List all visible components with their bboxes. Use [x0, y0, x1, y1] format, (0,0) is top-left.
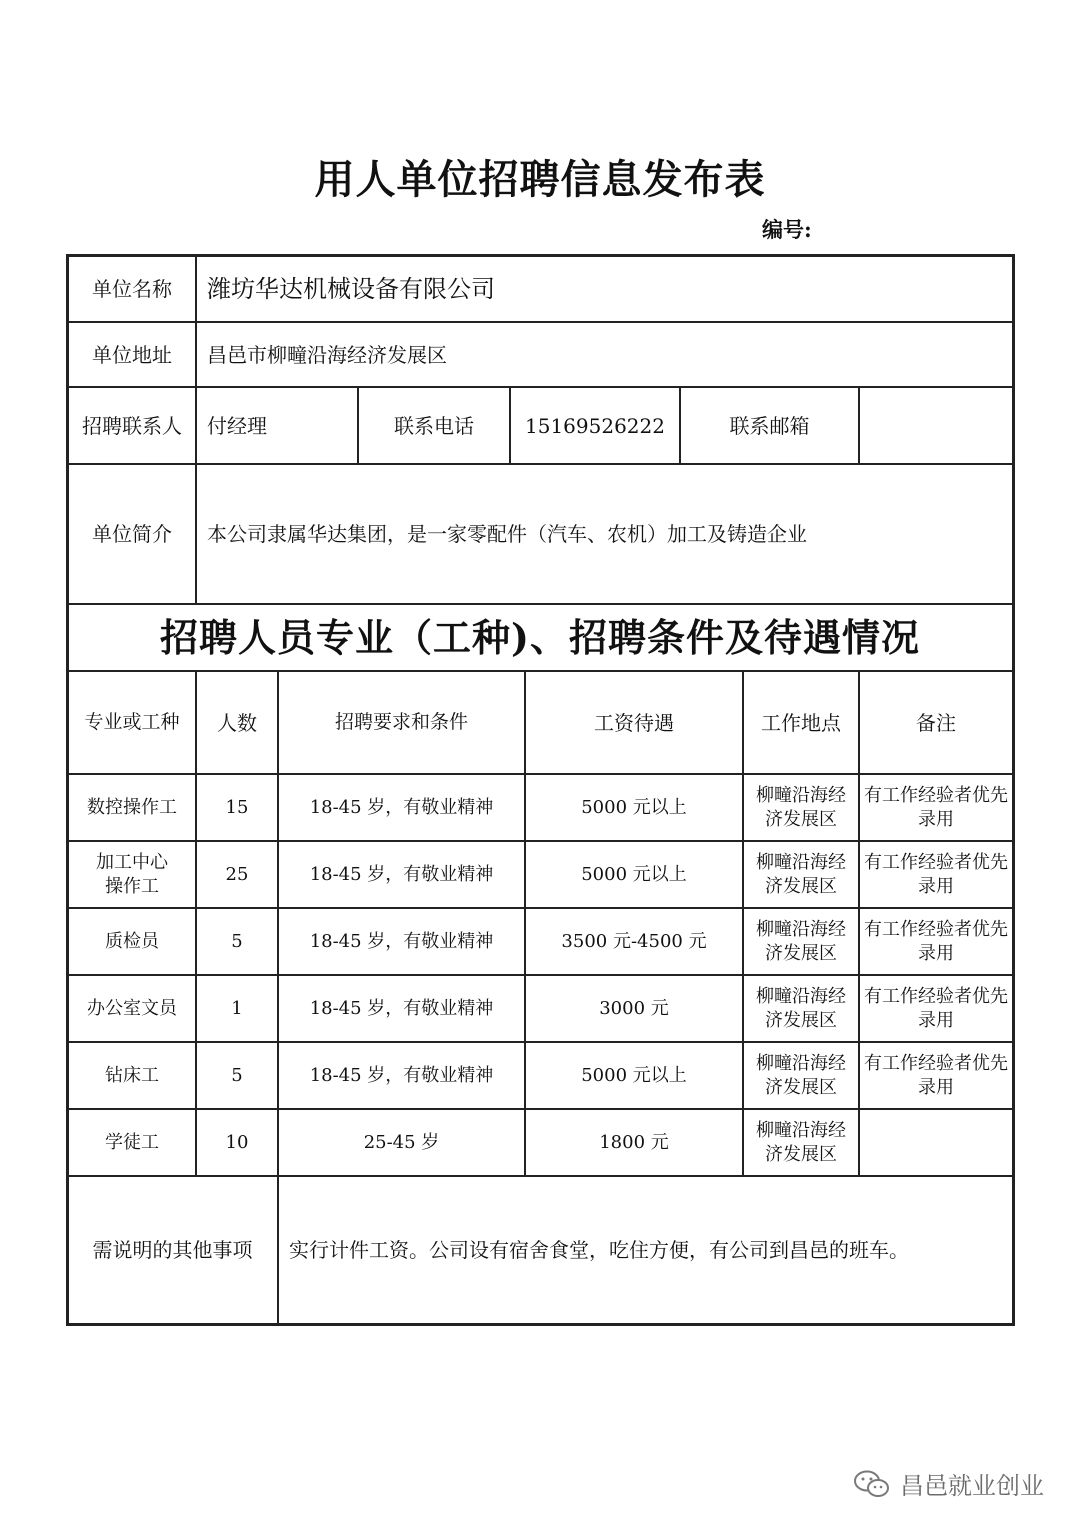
table-cell-location: 柳疃沿海经济发展区: [756, 1052, 846, 1098]
table-cell-job-type: 加工中心操作工: [96, 851, 168, 897]
contact-person: 付经理: [207, 413, 267, 438]
company-intro-label: 单位简介: [92, 522, 172, 546]
table-cell-headcount: 1: [231, 997, 243, 1019]
table-cell-location: 柳疃沿海经济发展区: [756, 1119, 846, 1165]
header-location: 工作地点: [761, 710, 841, 735]
table-cell-remarks: 有工作经验者优先录用: [864, 985, 1008, 1031]
company-intro: 本公司隶属华达集团，是一家零配件（汽车、农机）加工及铸造企业: [207, 522, 807, 546]
company-name: 潍坊华达机械设备有限公司: [207, 274, 495, 303]
table-cell-requirements: 18-45 岁，有敬业精神: [309, 930, 494, 952]
table-cell-remarks: 有工作经验者优先录用: [864, 851, 1008, 897]
number-label: 编号:: [762, 217, 812, 242]
phone-number: 15169526222: [525, 413, 665, 438]
company-address-label: 单位地址: [92, 342, 172, 367]
table-cell-headcount: 5: [231, 1064, 243, 1086]
table-cell-location: 柳疃沿海经济发展区: [756, 851, 846, 897]
table-cell-headcount: 10: [225, 1131, 249, 1153]
table-cell-salary: 5000 元以上: [581, 863, 687, 885]
header-remarks: 备注: [916, 710, 956, 735]
table-cell-location: 柳疃沿海经济发展区: [756, 985, 846, 1031]
table-cell-salary: 5000 元以上: [581, 796, 687, 818]
other-notes-label: 需说明的其他事项: [92, 1237, 253, 1262]
wechat-icon: [852, 1469, 892, 1499]
table-cell-job-type: 数控操作工: [87, 796, 177, 818]
table-cell-job-type: 学徒工: [105, 1131, 159, 1153]
other-notes: 实行计件工资。公司设有宿舍食堂，吃住方便，有公司到昌邑的班车。: [289, 1237, 909, 1262]
header-headcount: 人数: [217, 710, 257, 735]
table-cell-salary: 5000 元以上: [581, 1064, 687, 1086]
table-cell-location: 柳疃沿海经济发展区: [756, 918, 846, 964]
table-cell-headcount: 25: [225, 863, 249, 885]
table-cell-requirements: 25-45 岁: [363, 1131, 440, 1153]
header-salary: 工资待遇: [594, 710, 674, 735]
table-cell-requirements: 18-45 岁，有敬业精神: [309, 796, 494, 818]
table-cell-job-type: 质检员: [105, 930, 159, 952]
header-requirements: 招聘要求和条件: [334, 711, 468, 734]
header-job-type: 专业或工种: [84, 711, 180, 734]
table-cell-requirements: 18-45 岁，有敬业精神: [309, 1064, 494, 1086]
table-cell-headcount: 5: [231, 930, 243, 952]
company-name-label: 单位名称: [92, 276, 172, 301]
contact-person-label: 招聘联系人: [82, 413, 182, 438]
table-cell-remarks: 有工作经验者优先录用: [864, 918, 1008, 964]
wechat-account-watermark: [852, 1466, 1044, 1501]
table-cell-salary: 3000 元: [599, 997, 669, 1019]
email-value: [860, 388, 1012, 464]
page-title: 用人单位招聘信息发布表: [314, 156, 766, 203]
table-cell-requirements: 18-45 岁，有敬业精神: [309, 997, 494, 1019]
table-cell-location: 柳疃沿海经济发展区: [756, 784, 846, 830]
table-cell-remarks: 有工作经验者优先录用: [864, 784, 1008, 830]
wechat-account-name: 昌邑就业创业: [900, 1472, 1044, 1500]
table-cell-salary: 3500 元-4500 元: [561, 930, 707, 952]
phone-label: 联系电话: [394, 413, 474, 438]
table-cell-requirements: 18-45 岁，有敬业精神: [309, 863, 494, 885]
table-cell-job-type: 办公室文员: [87, 997, 177, 1019]
table-cell-headcount: 15: [225, 796, 249, 818]
table-cell-salary: 1800 元: [599, 1131, 669, 1153]
table-cell-job-type: 钻床工: [105, 1064, 159, 1086]
section-heading: 招聘人员专业（工种)、招聘条件及待遇情况: [160, 615, 920, 661]
table-cell-remarks: [864, 1110, 1008, 1176]
company-address: 昌邑市柳疃沿海经济发展区: [207, 342, 447, 367]
email-label: 联系邮箱: [729, 413, 810, 438]
table-cell-remarks: 有工作经验者优先录用: [864, 1052, 1008, 1098]
